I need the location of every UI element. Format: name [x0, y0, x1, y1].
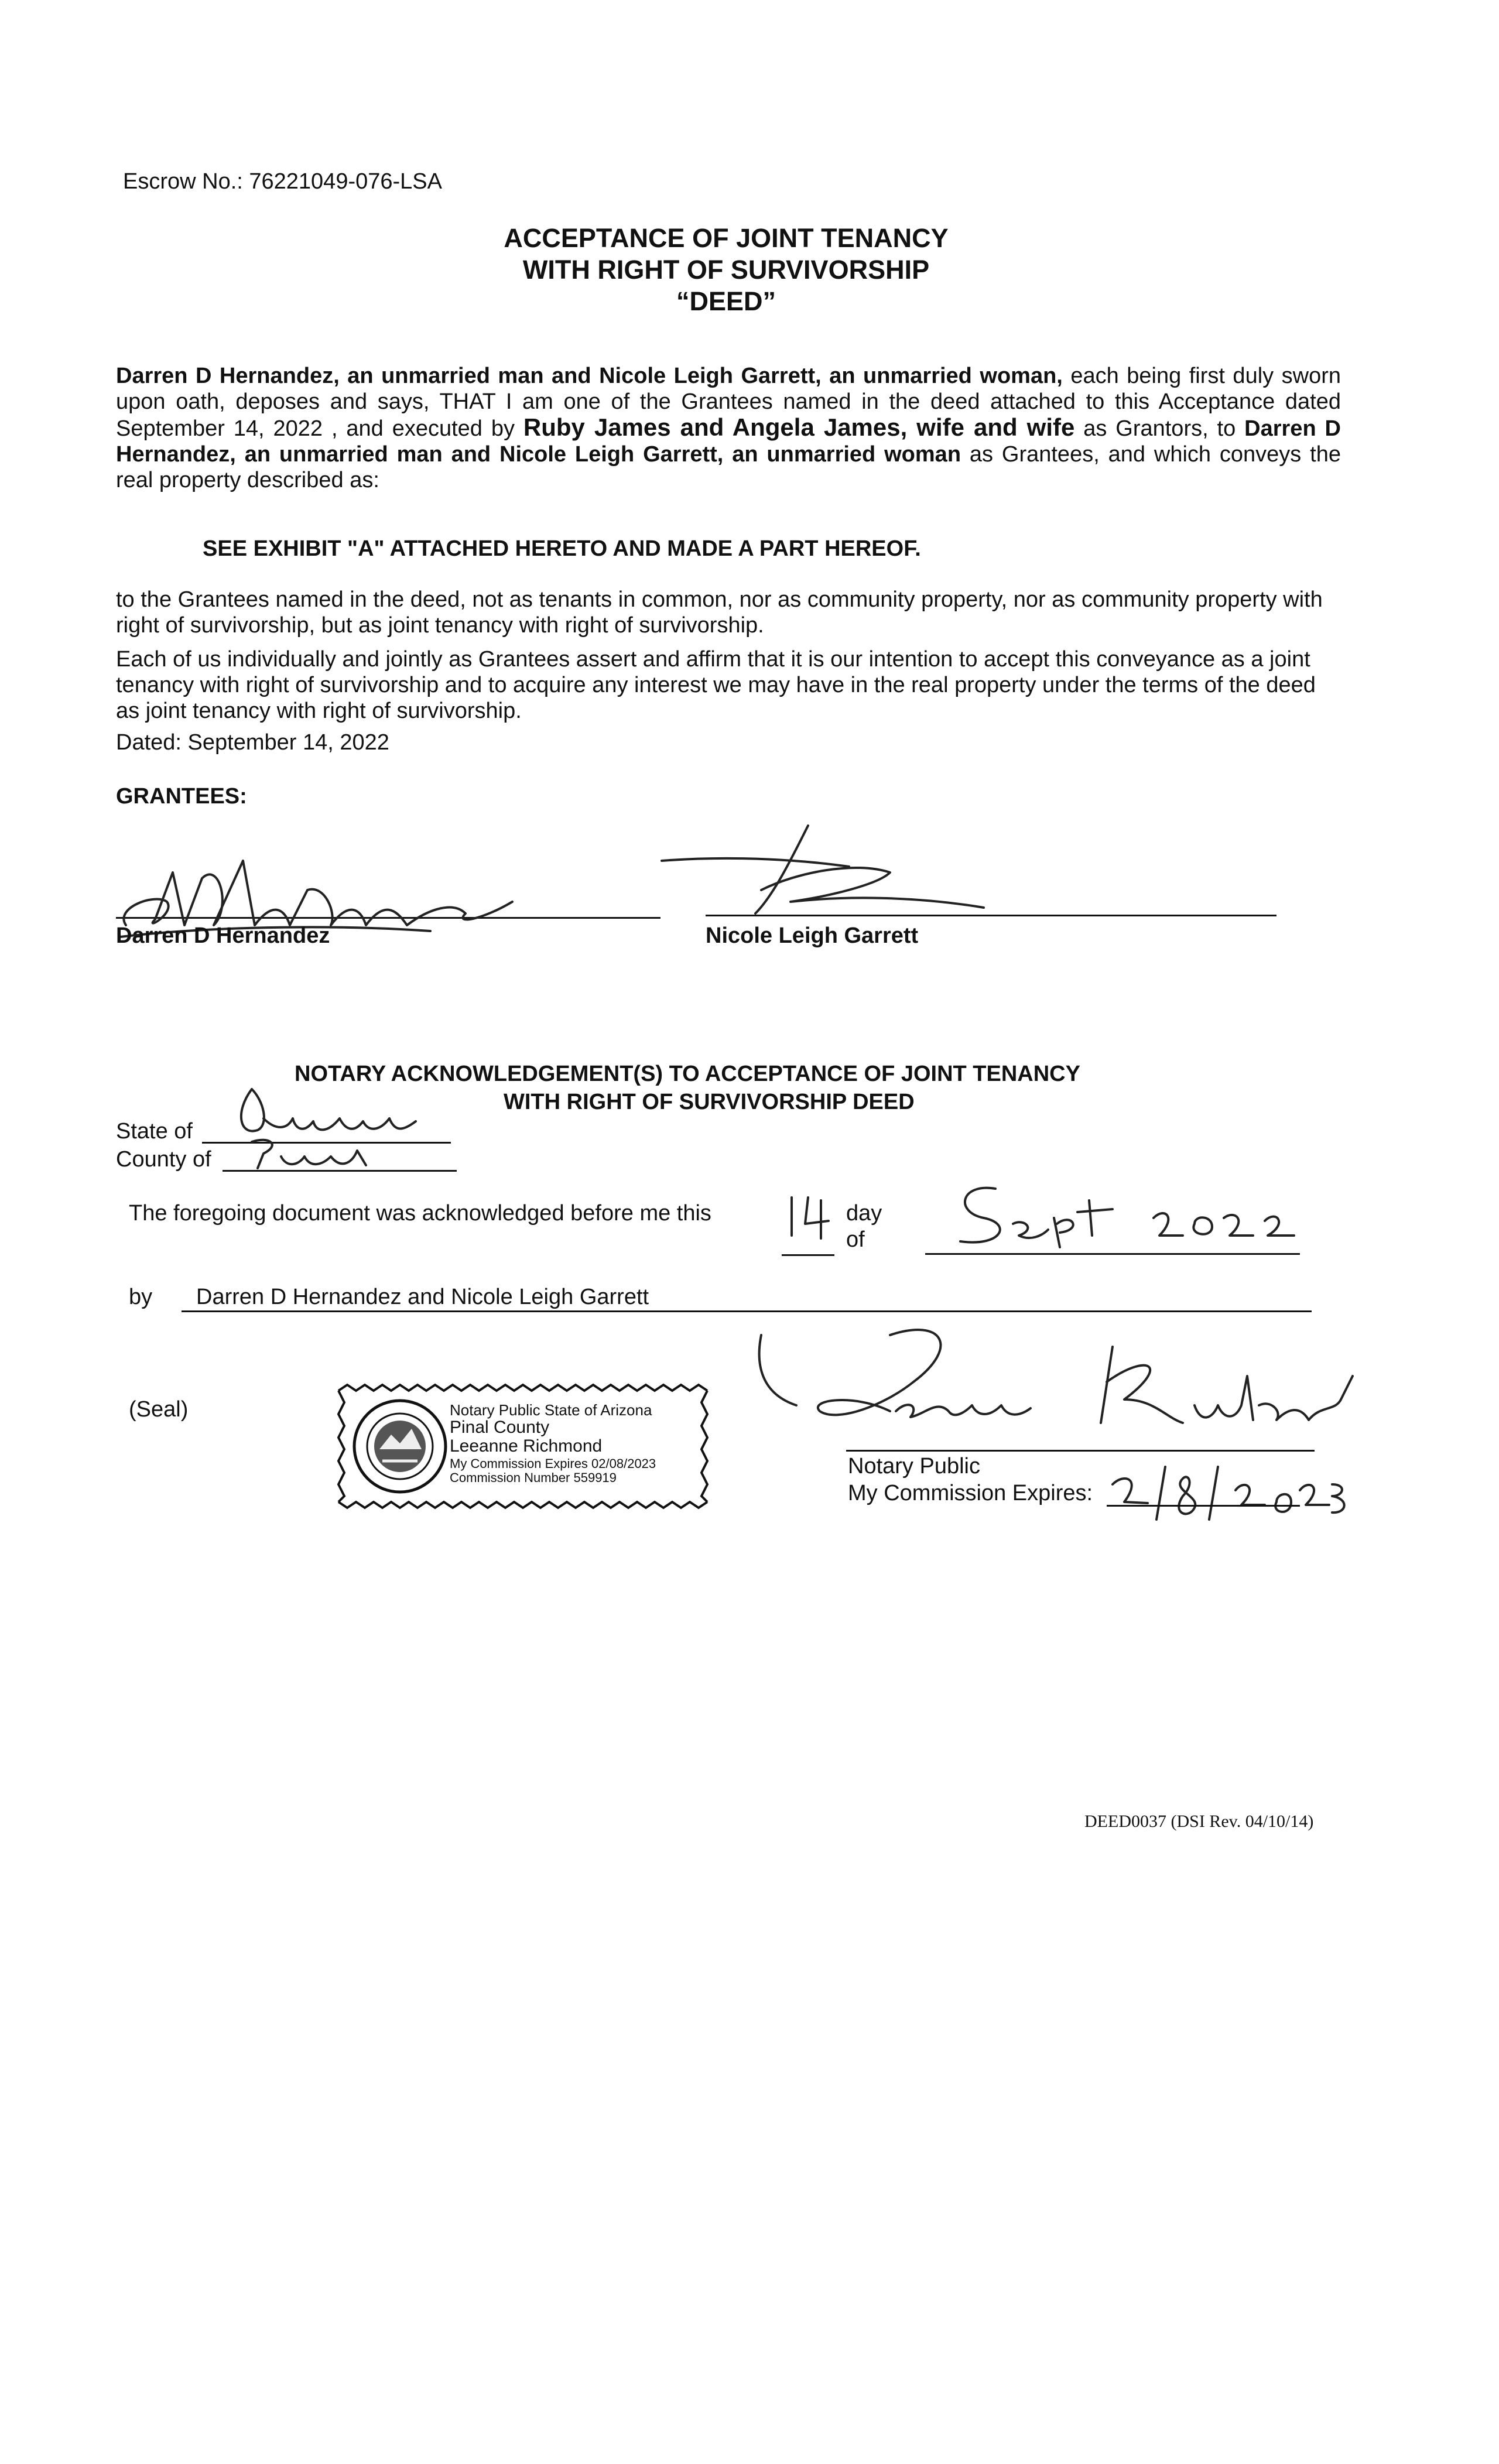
exhibit-reference: SEE EXHIBIT "A" ATTACHED HERETO AND MADE A PART HEREOF.	[203, 536, 921, 561]
handwritten-state	[228, 1077, 422, 1142]
signature-notary	[750, 1312, 1382, 1464]
grantees-label: GRANTEES:	[116, 784, 247, 809]
dated-line: Dated: September 14, 2022	[116, 730, 389, 755]
notary-public-label: Notary Public	[848, 1454, 980, 1479]
month-year-line	[925, 1253, 1300, 1255]
body-paragraph-1: to the Grantees named in the deed, not as tenants in common, nor as community property, nor as community property with right of survivorship, but as joint tenancy with right of survivorship.	[116, 587, 1323, 638]
day-label: day	[846, 1201, 882, 1226]
intro-paragraph	[116, 363, 1341, 493]
intro-text-1: each being first duly sworn upon oath, deposes and says, THAT I am one of the Grantees named in the deed attached to this Acceptance dated September 14, 2022 , and executed by	[116, 364, 1341, 441]
state-label: State of	[116, 1119, 193, 1144]
seal-label: (Seal)	[129, 1397, 189, 1422]
notary-stamp	[333, 1382, 713, 1511]
body-paragraph-2: Each of us individually and jointly as Grantees assert and affirm that it is our intention to accept this conveyance as a joint tenancy with right of survivorship and to acquire any interest we may have in the real property under the terms of the deed as joint tenancy with right of survivorship.	[116, 647, 1316, 723]
day-line	[782, 1254, 834, 1256]
document-title-line-2: WITH RIGHT OF SURVIVORSHIP	[522, 255, 930, 285]
signer-name-second: Nicole Leigh Garrett	[706, 923, 919, 948]
county-label: County of	[116, 1147, 211, 1172]
handwritten-county	[246, 1133, 381, 1174]
stamp-line-3: Leeanne Richmond	[450, 1436, 603, 1456]
signature-nicole-garrett	[656, 820, 1007, 925]
intro-text-3: as Grantees, and which conveys the real property described as:	[116, 442, 1341, 492]
acknowledgement-text: The foregoing document was acknowledged before me this	[129, 1201, 711, 1226]
expiration-line	[1107, 1505, 1300, 1507]
handwritten-month-year	[949, 1177, 1323, 1253]
document-title-line-1: ACCEPTANCE OF JOINT TENANCY	[504, 223, 949, 253]
document-title-line-3: “DEED”	[676, 286, 776, 316]
notary-heading-line-2: WITH RIGHT OF SURVIVORSHIP DEED	[504, 1090, 915, 1114]
by-label: by	[129, 1285, 153, 1309]
signer-name-first: Darren D Hernandez	[116, 923, 330, 948]
acknowledged-persons: Darren D Hernandez and Nicole Leigh Garrett	[196, 1285, 649, 1309]
grantees-names-repeat: Darren D Hernandez, an unmarried man and Nicole Leigh Garrett, an unmarried woman	[116, 416, 1341, 467]
commission-expires-label: My Commission Expires:	[848, 1481, 1093, 1505]
grantors-names: Ruby James and Angela James, wife and wife	[523, 413, 1075, 441]
stamp-line-4: My Commission Expires 02/08/2023	[450, 1456, 656, 1471]
stamp-line-5: Commission Number 559919	[450, 1470, 617, 1485]
grantees-names: Darren D Hernandez, an unmarried man and Nicole Leigh Garrett, an unmarried woman,	[116, 364, 1063, 388]
intro-text-2: as Grantors, to	[1074, 416, 1245, 441]
form-footer: DEED0037 (DSI Rev. 04/10/14)	[1084, 1812, 1314, 1831]
stamp-line-1: Notary Public State of Arizona	[450, 1401, 652, 1419]
handwritten-day	[785, 1192, 837, 1244]
notary-signature-line	[846, 1450, 1315, 1452]
of-label: of	[846, 1227, 865, 1252]
handwritten-expiration-date	[1101, 1461, 1347, 1525]
escrow-number: Escrow No.: 76221049-076-LSA	[123, 169, 442, 194]
stamp-line-2: Pinal County	[450, 1418, 550, 1437]
notary-heading-line-1: NOTARY ACKNOWLEDGEMENT(S) TO ACCEPTANCE OF JOINT TENANCY	[295, 1062, 1080, 1086]
